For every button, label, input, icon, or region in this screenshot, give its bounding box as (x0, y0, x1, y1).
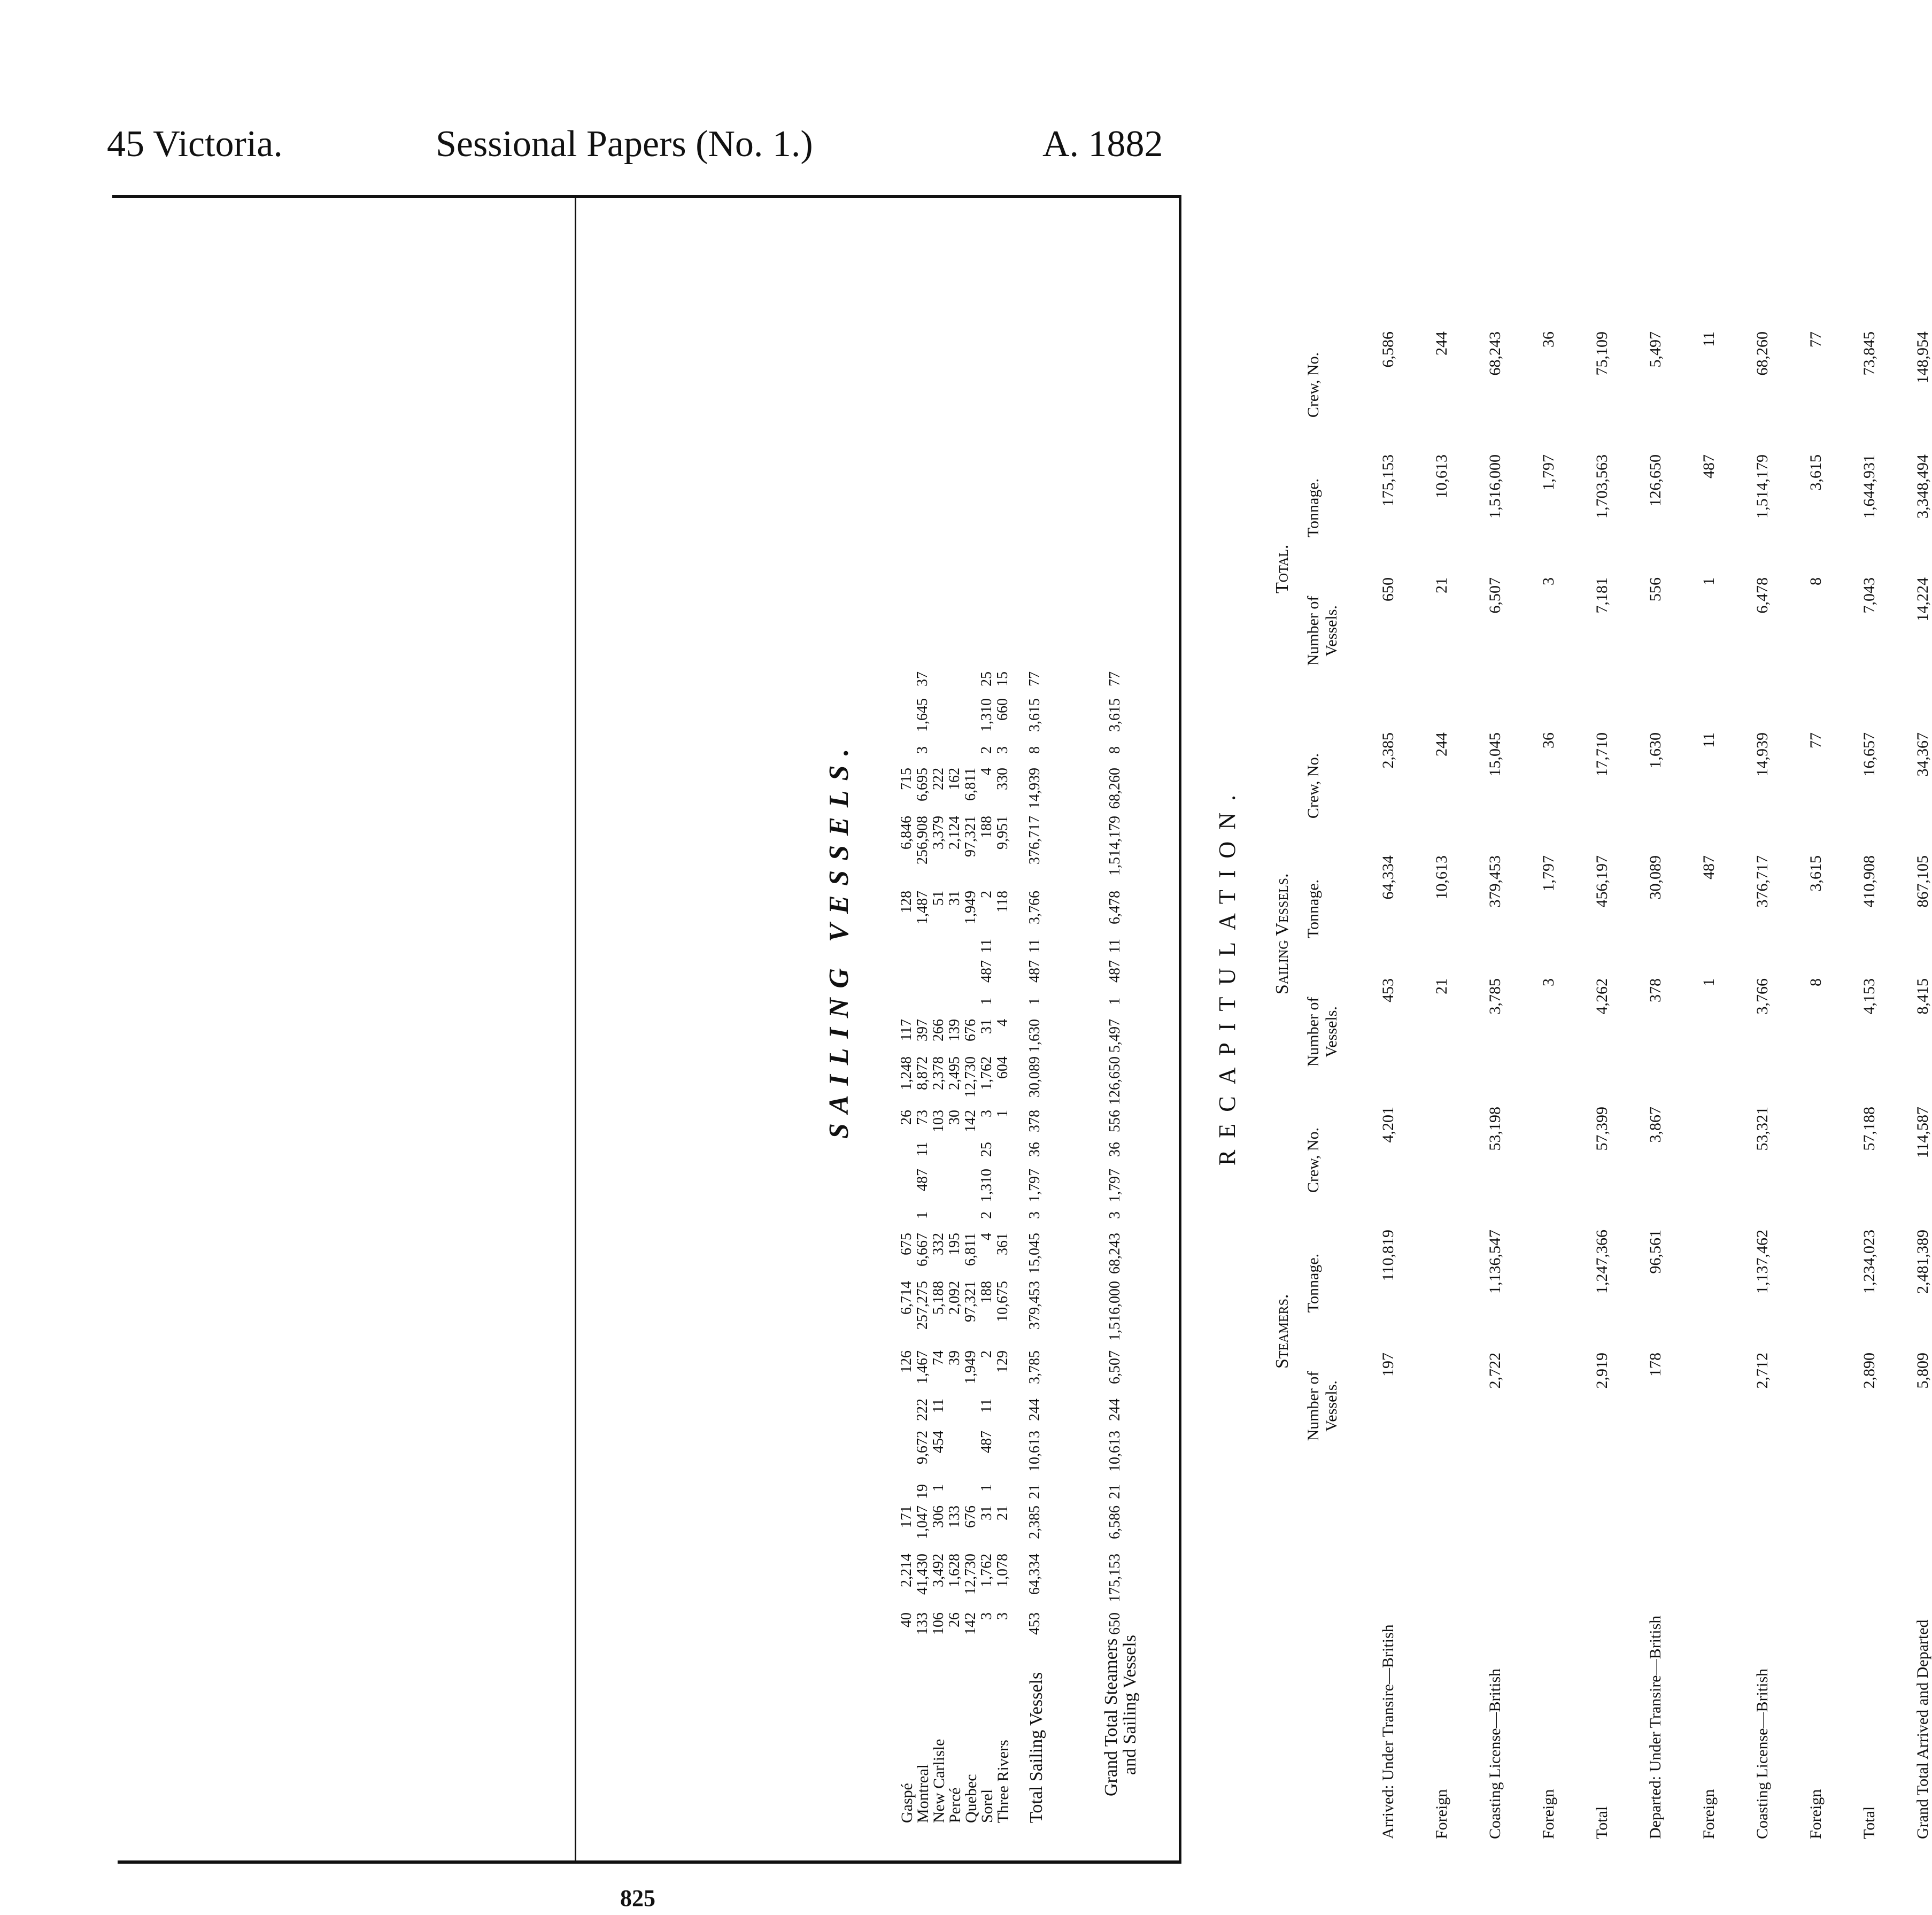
bottom-rule (118, 1860, 1181, 1864)
recap-cell: 3,615 (1807, 454, 1825, 491)
sailing-grand-cell: 77 (1107, 671, 1123, 686)
sailing-cell: 118 (994, 891, 1011, 913)
sailing-cell: 133 (914, 1612, 931, 1635)
recap-cell: 2,712 (1753, 1353, 1771, 1389)
sailing-cell: 39 (946, 1350, 963, 1365)
sailing-cell: 40 (898, 1612, 915, 1627)
sailing-cell: 142 (962, 1110, 979, 1132)
recap-cell: 73,845 (1860, 331, 1878, 376)
recap-cell: 178 (1647, 1353, 1664, 1377)
sailing-cell: 11 (930, 1399, 947, 1413)
recap-cell: 8 (1807, 577, 1825, 585)
sailing-total-cell: 1,797 (1026, 1169, 1043, 1202)
recap-title: RECAPITULATION. (1214, 783, 1240, 1165)
sailing-cell: 6,714 (898, 1281, 915, 1315)
sailing-total-cell: 11 (1026, 939, 1043, 953)
sailing-cell: 26 (898, 1110, 915, 1125)
sailing-cell: 2 (978, 1211, 995, 1219)
recap-cell: 5,497 (1647, 331, 1664, 368)
sailing-total-cell: 376,717 (1026, 816, 1043, 864)
sailing-grand-cell: 650 (1107, 1612, 1123, 1635)
recap-cell: 244 (1433, 331, 1450, 356)
grand-total-label-2: and Sailing Vessels (1120, 1635, 1140, 1775)
recap-cell: 175,153 (1379, 454, 1397, 507)
sailing-cell: 676 (962, 1019, 979, 1041)
sailing-cell: 3,492 (930, 1554, 947, 1587)
recap-cell: 2,481,389 (1914, 1230, 1931, 1294)
recap-cell: 379,453 (1486, 855, 1504, 908)
sailing-cell: 97,321 (962, 1281, 979, 1322)
recap-cell: 410,908 (1860, 855, 1878, 908)
sailing-cell: 15 (994, 671, 1011, 686)
sailing-cell: 2,495 (946, 1056, 963, 1090)
sailing-cell: 222 (914, 1399, 931, 1421)
sailing-cell: 3 (978, 1110, 995, 1117)
sailing-total-cell: 3,615 (1026, 698, 1043, 732)
port-label: Montreal (914, 1764, 932, 1823)
sailing-cell: 1 (978, 1484, 995, 1492)
sailing-cell: 12,730 (962, 1056, 979, 1098)
sailing-cell: 3 (994, 1612, 1011, 1620)
sailing-cell: 1,628 (946, 1554, 963, 1587)
sailing-cell: 675 (898, 1233, 915, 1255)
sailing-cell: 106 (930, 1612, 947, 1635)
recap-cell: 4,262 (1593, 978, 1611, 1015)
recap-cell: 57,188 (1860, 1107, 1878, 1151)
sailing-cell: 3 (978, 1612, 995, 1620)
sailing-grand-cell: 487 (1107, 960, 1123, 983)
sailing-cell: 2,124 (946, 816, 963, 850)
sailing-cell: 188 (978, 1281, 995, 1303)
sailing-cell: 8,872 (914, 1056, 931, 1090)
sailing-cell: 11 (914, 1142, 931, 1156)
sailing-grand-cell: 1,514,179 (1107, 816, 1123, 876)
recap-cell: 650 (1379, 577, 1397, 601)
recap-cell: 77 (1807, 732, 1825, 748)
sailing-grand-cell: 21 (1107, 1484, 1123, 1499)
recap-cell: 1,797 (1540, 855, 1557, 892)
recap-cell: 3,785 (1486, 978, 1504, 1015)
sailing-cell: 306 (930, 1505, 947, 1528)
sailing-grand-cell: 1,516,000 (1107, 1281, 1123, 1341)
sailing-cell: 6,811 (962, 768, 979, 801)
sailing-total-cell: 2,385 (1026, 1505, 1043, 1539)
recap-cell: 456,197 (1593, 855, 1611, 908)
sailing-grand-cell: 1,797 (1107, 1169, 1123, 1202)
port-label: Sorel (978, 1789, 996, 1823)
recap-cell: 1,136,547 (1486, 1230, 1504, 1294)
recap-cell: 11 (1700, 732, 1718, 748)
recap-cell: 14,224 (1914, 577, 1931, 622)
sailing-cell: 1,762 (978, 1056, 995, 1090)
sailing-cell: 26 (946, 1612, 963, 1627)
recap-cell: 53,198 (1486, 1107, 1504, 1151)
sailing-total-cell: 3 (1026, 1211, 1043, 1219)
recap-cell: 148,954 (1914, 331, 1931, 384)
sailing-cell: 9,951 (994, 816, 1011, 850)
sailing-cell: 361 (994, 1233, 1011, 1255)
sailing-grand-cell: 68,260 (1107, 768, 1123, 809)
sailing-cell: 2,378 (930, 1056, 947, 1090)
sailing-cell: 11 (978, 939, 995, 953)
recap-cell: 1,797 (1540, 454, 1557, 491)
sailing-cell: 257,275 (914, 1281, 931, 1330)
sailing-cell: 2 (978, 746, 995, 754)
recap-cell: 36 (1540, 331, 1557, 348)
recap-cell: 4,153 (1860, 978, 1878, 1015)
sailing-cell: 3,379 (930, 816, 947, 850)
sailing-cell: 1,762 (978, 1554, 995, 1587)
sailing-grand-cell: 556 (1107, 1110, 1123, 1132)
recap-cell: 8 (1807, 978, 1825, 986)
sailing-cell: 715 (898, 768, 915, 790)
recap-cell: 1,630 (1647, 732, 1664, 769)
sailing-total-cell: 14,939 (1026, 768, 1043, 809)
sailing-cell: 3 (914, 746, 931, 754)
sailing-grand-cell: 6,478 (1107, 891, 1123, 924)
recap-col-header: Tonnage. (1304, 879, 1322, 939)
recap-cell: 34,367 (1914, 732, 1931, 777)
sailing-cell: 31 (978, 1505, 995, 1520)
recap-cell: 2,919 (1593, 1353, 1611, 1389)
recap-cell: 17,710 (1593, 732, 1611, 777)
sailing-grand-cell: 6,586 (1107, 1505, 1123, 1539)
sailing-cell: 2 (978, 891, 995, 898)
sailing-grand-cell: 68,243 (1107, 1233, 1123, 1274)
sailing-cell: 1 (978, 998, 995, 1005)
sailing-cell: 487 (914, 1169, 931, 1191)
recap-cell: 7,043 (1860, 577, 1878, 614)
header-volume: 45 Victoria. (107, 123, 283, 165)
sailing-total-cell: 21 (1026, 1484, 1043, 1499)
sailing-cell: 2 (978, 1350, 995, 1358)
recap-cell: 3,766 (1753, 978, 1771, 1015)
sailing-cell: 188 (978, 816, 995, 838)
port-label: Gaspé (898, 1783, 916, 1823)
sailing-cell: 454 (930, 1431, 947, 1453)
recap-row-label: Foreign (1700, 1789, 1718, 1839)
recap-cell: 57,399 (1593, 1107, 1611, 1151)
recap-cell: 2,722 (1486, 1353, 1504, 1389)
sailing-cell: 487 (978, 1431, 995, 1453)
sailing-cell: 41,430 (914, 1554, 931, 1595)
sailing-cell: 5,188 (930, 1281, 947, 1315)
port-label: Percé (946, 1787, 964, 1823)
sailing-total-cell: 8 (1026, 746, 1043, 754)
recap-cell: 6,478 (1753, 577, 1771, 614)
sailing-total-cell: 36 (1026, 1142, 1043, 1157)
recap-cell: 1,234,023 (1860, 1230, 1878, 1294)
sailing-cell: 4 (978, 1233, 995, 1240)
sailing-total-label: Total Sailing Vessels (1026, 1672, 1046, 1823)
sailing-cell: 37 (914, 671, 931, 686)
recap-cell: 1,247,366 (1593, 1230, 1611, 1294)
recap-col-header: Tonnage. (1304, 1253, 1322, 1313)
sailing-grand-cell: 11 (1107, 939, 1123, 953)
sailing-cell: 30 (946, 1110, 963, 1125)
recap-cell: 68,243 (1486, 331, 1504, 376)
recap-cell: 3,348,494 (1914, 454, 1931, 519)
sailing-cell: 332 (930, 1233, 947, 1255)
sailing-cell: 1,645 (914, 698, 931, 732)
sailing-cell: 1 (930, 1484, 947, 1492)
recap-cell: 376,717 (1753, 855, 1771, 908)
recap-col-header: Number of Vessels. (1304, 1371, 1340, 1441)
sailing-cell: 2,214 (898, 1554, 915, 1587)
recap-cell: 1 (1700, 978, 1718, 986)
sailing-cell: 1 (914, 1211, 931, 1219)
sailing-cell: 10,675 (994, 1281, 1011, 1322)
recap-cell: 487 (1700, 454, 1718, 478)
sailing-cell: 1,047 (914, 1505, 931, 1539)
sailing-grand-cell: 10,613 (1107, 1431, 1123, 1472)
sailing-cell: 25 (978, 1142, 995, 1157)
recap-row-label: Foreign (1540, 1789, 1557, 1839)
sailing-cell: 1,949 (962, 891, 979, 924)
recap-cell: 8,415 (1914, 978, 1931, 1015)
sailing-cell: 103 (930, 1110, 947, 1132)
recap-row-label: Foreign (1433, 1789, 1450, 1839)
recap-col-header: Crew, No. (1304, 1127, 1322, 1193)
sailing-cell: 31 (978, 1019, 995, 1034)
sailing-cell: 4 (978, 768, 995, 775)
recap-cell: 36 (1540, 732, 1557, 748)
recap-cell: 126,650 (1647, 454, 1664, 507)
recap-row-label: Arrived: Under Transire—British (1379, 1624, 1397, 1839)
sailing-total-cell: 453 (1026, 1612, 1043, 1635)
sailing-cell: 195 (946, 1233, 963, 1255)
sailing-cell: 1,310 (978, 698, 995, 732)
recap-col-header: Crew, No. (1304, 352, 1322, 418)
sailing-cell: 133 (946, 1505, 963, 1528)
recap-cell: 11 (1700, 331, 1718, 347)
sailing-grand-cell: 8 (1107, 746, 1123, 754)
sailing-grand-cell: 6,507 (1107, 1350, 1123, 1384)
recap-cell: 68,260 (1753, 331, 1771, 376)
sailing-cell: 12,730 (962, 1554, 979, 1595)
header-session: A. 1882 (1042, 123, 1163, 165)
sailing-cell: 1 (994, 1110, 1011, 1117)
recap-cell: 15,045 (1486, 732, 1504, 777)
recap-cell: 1,703,563 (1593, 454, 1611, 519)
sailing-cell: 4 (994, 1019, 1011, 1026)
header-title: Sessional Papers (No. 1.) (436, 123, 813, 165)
recap-cell: 867,105 (1914, 855, 1931, 908)
recap-cell: 64,334 (1379, 855, 1397, 900)
sailing-cell: 330 (994, 768, 1011, 790)
sailing-cell: 171 (898, 1505, 915, 1528)
recap-col-header: Tonnage. (1304, 478, 1322, 538)
recap-cell: 1 (1700, 577, 1718, 585)
recap-row-label: Coasting License—British (1486, 1668, 1504, 1839)
recap-cell: 556 (1647, 577, 1664, 601)
sailing-cell: 19 (914, 1484, 931, 1499)
recap-cell: 21 (1433, 577, 1450, 593)
sailing-cell: 1,949 (962, 1350, 979, 1384)
sailing-cell: 6,811 (962, 1233, 979, 1266)
recap-cell: 4,201 (1379, 1107, 1397, 1143)
recap-cell: 6,586 (1379, 331, 1397, 368)
recap-cell: 10,613 (1433, 454, 1450, 499)
recap-cell: 2,890 (1860, 1353, 1878, 1389)
sailing-total-cell: 77 (1026, 671, 1043, 686)
sailing-cell: 139 (946, 1019, 963, 1041)
sailing-cell: 676 (962, 1505, 979, 1528)
sailing-total-cell: 244 (1026, 1399, 1043, 1421)
recap-cell: 110,819 (1379, 1230, 1397, 1281)
sailing-total-cell: 64,334 (1026, 1554, 1043, 1595)
port-label: New Carlisle (930, 1739, 948, 1823)
sailing-cell: 604 (994, 1056, 1011, 1079)
sailing-total-cell: 30,089 (1026, 1056, 1043, 1098)
recap-cell: 244 (1433, 732, 1450, 756)
recap-cell: 453 (1379, 978, 1397, 1002)
sailing-grand-cell: 3 (1107, 1211, 1123, 1219)
sailing-cell: 21 (994, 1505, 1011, 1520)
right-rule (1179, 195, 1181, 1863)
sailing-total-cell: 3,766 (1026, 891, 1043, 924)
sailing-cell: 256,908 (914, 816, 931, 864)
recap-col-header: Number of Vessels. (1304, 596, 1340, 666)
sailing-cell: 1,078 (994, 1554, 1011, 1587)
recap-row-label: Total (1593, 1806, 1611, 1839)
sailing-cell: 126 (898, 1350, 915, 1373)
recap-cell: 10,613 (1433, 855, 1450, 900)
recap-cell: 1,137,462 (1753, 1230, 1771, 1294)
recap-row-label: Departed: Under Transire—British (1647, 1615, 1664, 1839)
sailing-total-cell: 379,453 (1026, 1281, 1043, 1330)
sailing-total-cell: 15,045 (1026, 1233, 1043, 1274)
sailing-cell: 162 (946, 768, 963, 790)
sailing-cell: 222 (930, 768, 947, 790)
sailing-cell: 11 (978, 1399, 995, 1413)
sailing-grand-cell: 5,497 (1107, 1019, 1123, 1053)
sailing-cell: 1,487 (914, 891, 931, 924)
recap-group-header: Total. (1272, 544, 1292, 593)
recap-cell: 16,657 (1860, 732, 1878, 777)
recap-row-label: Total (1860, 1806, 1878, 1839)
sailing-cell: 129 (994, 1350, 1011, 1373)
recap-cell: 114,587 (1914, 1107, 1931, 1159)
sailing-cell: 25 (978, 671, 995, 686)
sailing-grand-cell: 244 (1107, 1399, 1123, 1421)
sailing-cell: 73 (914, 1110, 931, 1125)
sailing-cell: 6,846 (898, 816, 915, 850)
page-number: 825 (620, 1885, 655, 1911)
recap-row-label: Coasting License—British (1753, 1668, 1771, 1839)
sailing-cell: 142 (962, 1612, 979, 1635)
sailing-total-cell: 378 (1026, 1110, 1043, 1132)
recap-cell: 3,867 (1647, 1107, 1664, 1143)
sailing-cell: 117 (898, 1019, 915, 1041)
sailing-total-cell: 3,785 (1026, 1350, 1043, 1384)
sailing-title: SAILING VESSELS. (824, 739, 854, 1139)
sailing-grand-cell: 36 (1107, 1142, 1123, 1157)
sailing-cell: 9,672 (914, 1431, 931, 1464)
recap-cell: 3,615 (1807, 855, 1825, 892)
sailing-cell: 51 (930, 891, 947, 906)
recap-cell: 30,089 (1647, 855, 1664, 900)
sailing-total-cell: 487 (1026, 960, 1043, 983)
sailing-cell: 660 (994, 698, 1011, 721)
recap-cell: 378 (1647, 978, 1664, 1002)
sailing-cell: 3 (994, 746, 1011, 754)
recap-cell: 75,109 (1593, 331, 1611, 376)
sailing-cell: 1,310 (978, 1169, 995, 1202)
recap-cell: 1,644,931 (1860, 454, 1878, 519)
recap-cell: 96,561 (1647, 1230, 1664, 1274)
recap-col-header: Crew, No. (1304, 753, 1322, 819)
recap-cell: 2,385 (1379, 732, 1397, 769)
sailing-cell: 6,667 (914, 1233, 931, 1267)
recap-cell: 3 (1540, 577, 1557, 585)
recap-cell: 53,321 (1753, 1107, 1771, 1151)
recap-group-header: Sailing Vessels. (1272, 873, 1292, 994)
sailing-grand-cell: 175,153 (1107, 1554, 1123, 1602)
recap-group-header: Steamers. (1272, 1294, 1292, 1369)
rotated-table-region (0, 198, 1931, 1860)
sailing-cell: 266 (930, 1019, 947, 1041)
recap-cell: 5,809 (1914, 1353, 1931, 1389)
recap-cell: 14,939 (1753, 732, 1771, 777)
sailing-total-cell: 1 (1026, 998, 1043, 1005)
sailing-cell: 2,092 (946, 1281, 963, 1315)
sailing-cell: 1,248 (898, 1056, 915, 1090)
recap-cell: 21 (1433, 978, 1450, 994)
sailing-cell: 1,467 (914, 1350, 931, 1384)
sailing-grand-cell: 3,615 (1107, 698, 1123, 732)
sailing-cell: 74 (930, 1350, 947, 1365)
recap-cell: 197 (1379, 1353, 1397, 1377)
recap-cell: 7,181 (1593, 577, 1611, 614)
port-label: Three Rivers (994, 1740, 1012, 1823)
recap-row-label: Grand Total Arrived and Departed (1914, 1619, 1931, 1839)
recap-cell: 3 (1540, 978, 1557, 986)
sailing-grand-cell: 1 (1107, 998, 1123, 1005)
sailing-cell: 6,695 (914, 768, 931, 801)
grand-total-label-1: Grand Total Steamers (1101, 1638, 1121, 1796)
sailing-cell: 31 (946, 891, 963, 906)
recap-row-label: Foreign (1807, 1789, 1825, 1839)
sailing-cell: 97,321 (962, 816, 979, 857)
recap-cell: 6,507 (1486, 577, 1504, 614)
recap-cell: 1,516,000 (1486, 454, 1504, 519)
sailing-cell: 128 (898, 891, 915, 913)
recap-cell: 77 (1807, 331, 1825, 348)
recap-cell: 1,514,179 (1753, 454, 1771, 519)
sailing-grand-cell: 126,650 (1107, 1056, 1123, 1105)
sailing-cell: 397 (914, 1019, 931, 1041)
sailing-cell: 487 (978, 960, 995, 983)
recap-col-header: Number of Vessels. (1304, 997, 1340, 1067)
sailing-total-cell: 10,613 (1026, 1431, 1043, 1472)
port-label: Quebec (962, 1774, 980, 1823)
recap-cell: 487 (1700, 855, 1718, 879)
sailing-total-cell: 1,630 (1026, 1019, 1043, 1053)
